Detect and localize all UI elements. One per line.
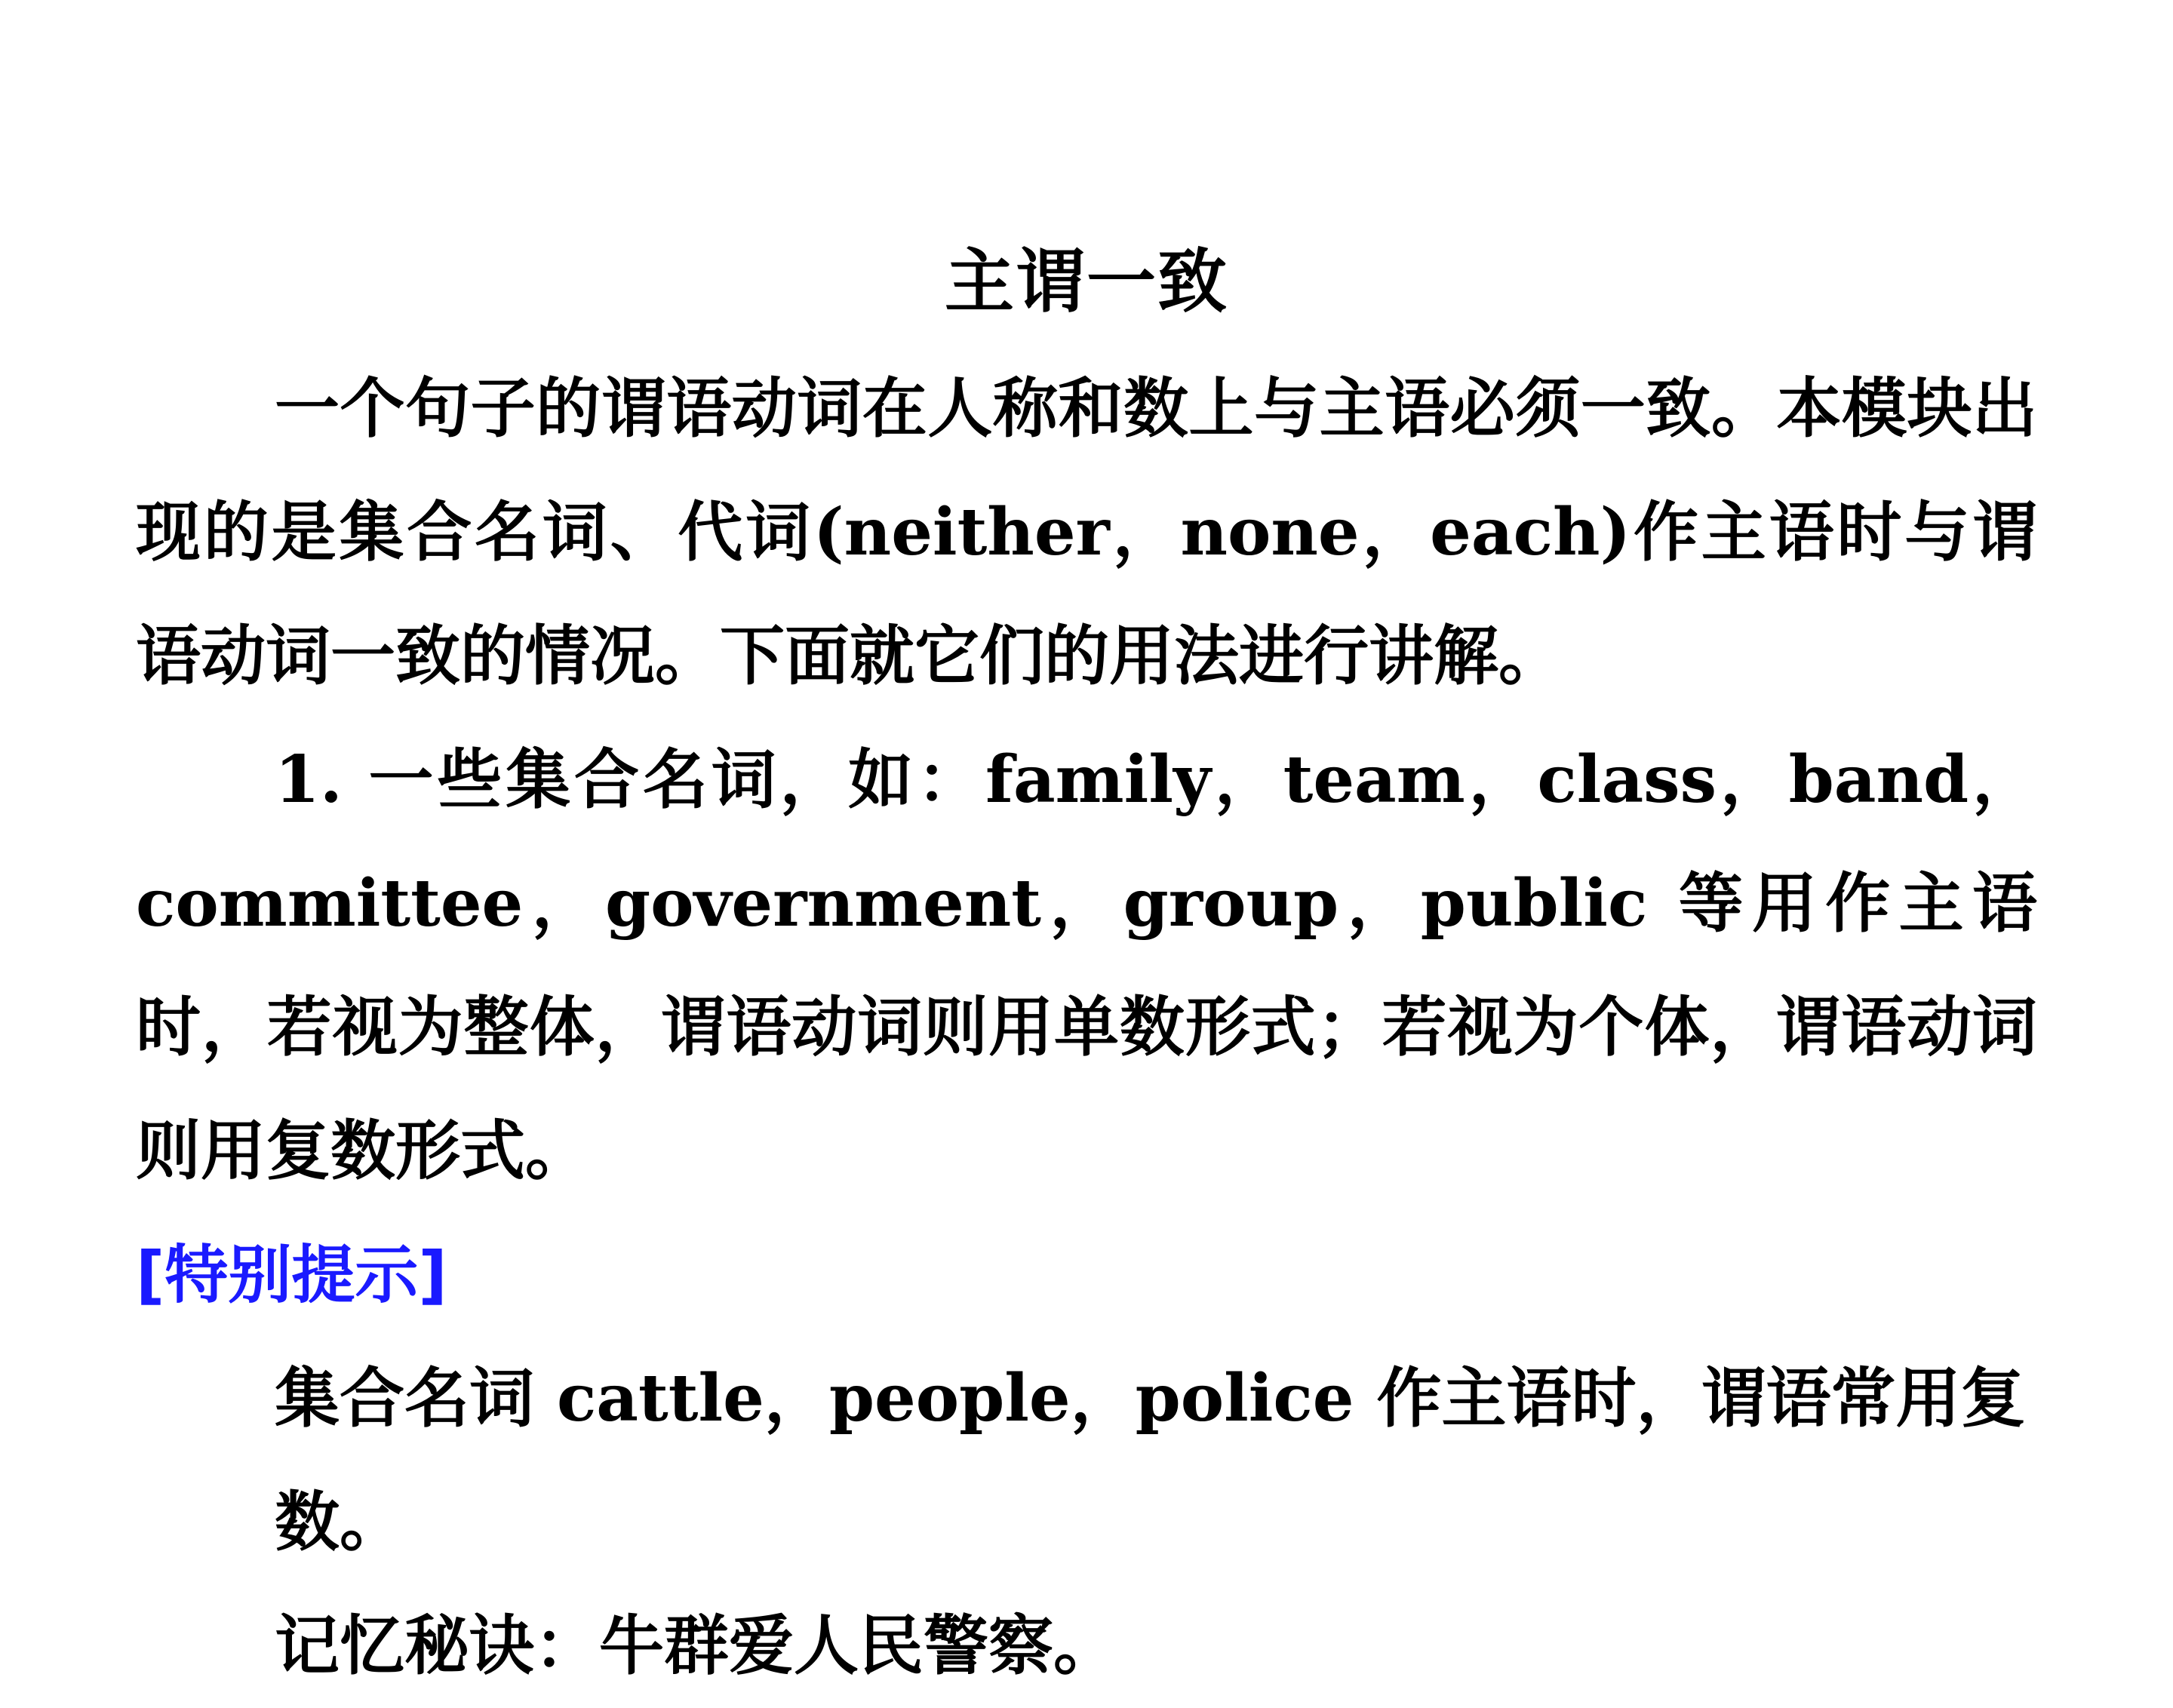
slide-body — [136, 347, 2037, 1708]
tip-line-2: 记忆秘诀：牛群爱人民警察。 — [275, 1608, 1118, 1684]
page-title: 主谓一致 — [944, 241, 1228, 322]
point-1-paragraph: 1. 一些集合名词，如：family，team，class，band，committee，government，group，public 等用作主语时，若视为整体，谓语动词则用单数形式；若视为个体，谓语动词则用复数形式。 — [136, 742, 2037, 1189]
tip-heading: [特别提示] — [136, 1238, 447, 1312]
tip-line-1: 集合名词 cattle，people，police 作主语时，谓语常用复数。 — [275, 1360, 2026, 1560]
intro-paragraph: 一个句子的谓语动词在人称和数上与主语必须一致。本模块出现的是集合名词、代词(neither，none，each)作主语时与谓语动词一致的情况。下面就它们的用法进行讲解。 — [136, 370, 2037, 694]
